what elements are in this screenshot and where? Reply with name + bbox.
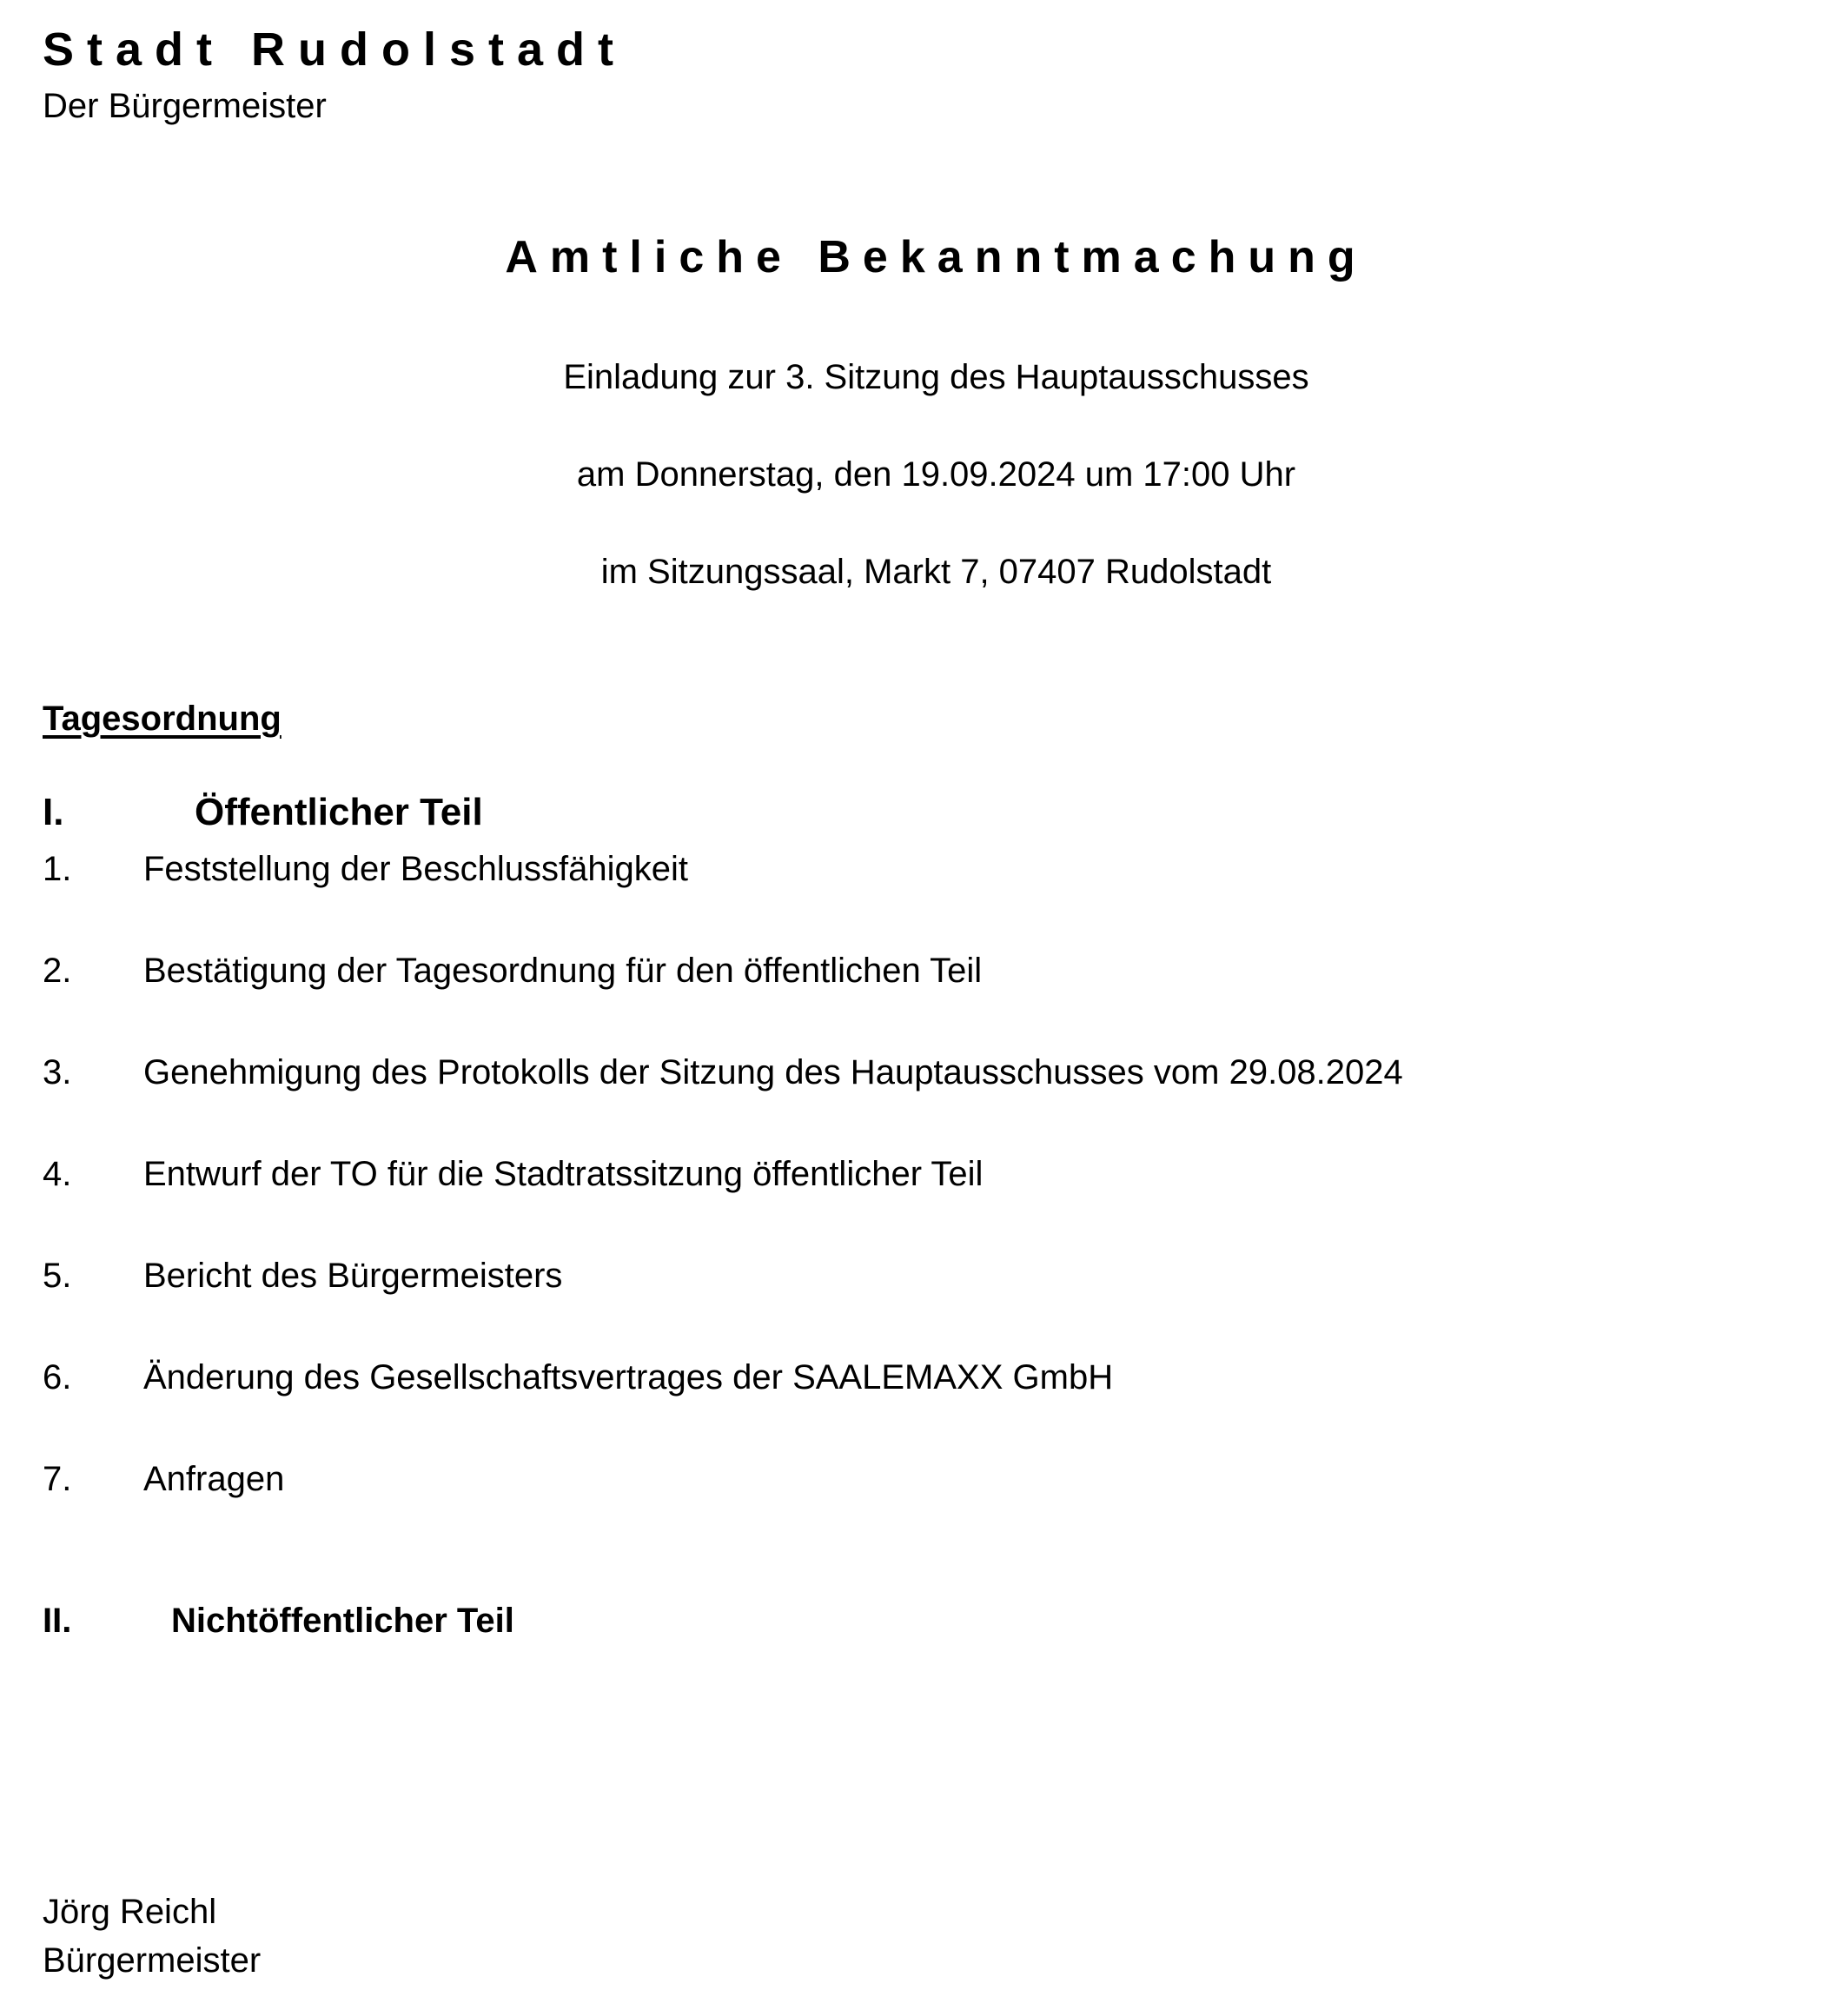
agenda-item-number: 2. [43,952,72,990]
agenda-item-number: 4. [43,1155,72,1193]
section-public-number: I. [43,791,64,833]
agenda-item-number: 6. [43,1358,72,1397]
section-public-title: Öffentlicher Teil [195,791,483,833]
signer-role: Bürgermeister [43,1941,262,1980]
agenda-item-number: 5. [43,1257,72,1295]
agenda-item-number: 7. [43,1460,72,1498]
document-title: Amtliche Bekanntmachung [505,232,1368,282]
agenda-item-text: Bericht des Bürgermeisters [143,1257,563,1295]
invitation-line-3: im Sitzungssaal, Markt 7, 07407 Rudolstadt [600,553,1272,591]
agenda-item-text: Entwurf der TO für die Stadtratssitzung öffentlicher Teil [143,1155,984,1193]
agenda-item-number: 3. [43,1053,72,1091]
section-nonpublic-number: II. [43,1602,72,1640]
agenda-item-text: Anfragen [143,1460,285,1498]
agenda-item-text: Bestätigung der Tagesordnung für den öffentlichen Teil [143,952,983,990]
agenda-item-number: 1. [43,850,72,888]
signer-name: Jörg Reichl [43,1893,217,1931]
invitation-line-2: am Donnerstag, den 19.09.2024 um 17:00 Uhr [576,455,1296,494]
agenda-item-text: Genehmigung des Protokolls der Sitzung des Hauptausschusses vom 29.08.2024 [143,1053,1403,1091]
agenda-item-text: Änderung des Gesellschaftsvertrages der SAALEMAXX GmbH [143,1358,1114,1397]
agenda-heading: Tagesordnung [43,700,282,738]
office-title: Der Bürgermeister [43,87,327,125]
city-name: Stadt Rudolstadt [43,23,626,76]
agenda-item-text: Feststellung der Beschlussfähigkeit [143,850,688,888]
invitation-line-1: Einladung zur 3. Sitzung des Hauptausschusses [563,358,1309,396]
section-nonpublic-title: Nichtöffentlicher Teil [171,1602,514,1640]
